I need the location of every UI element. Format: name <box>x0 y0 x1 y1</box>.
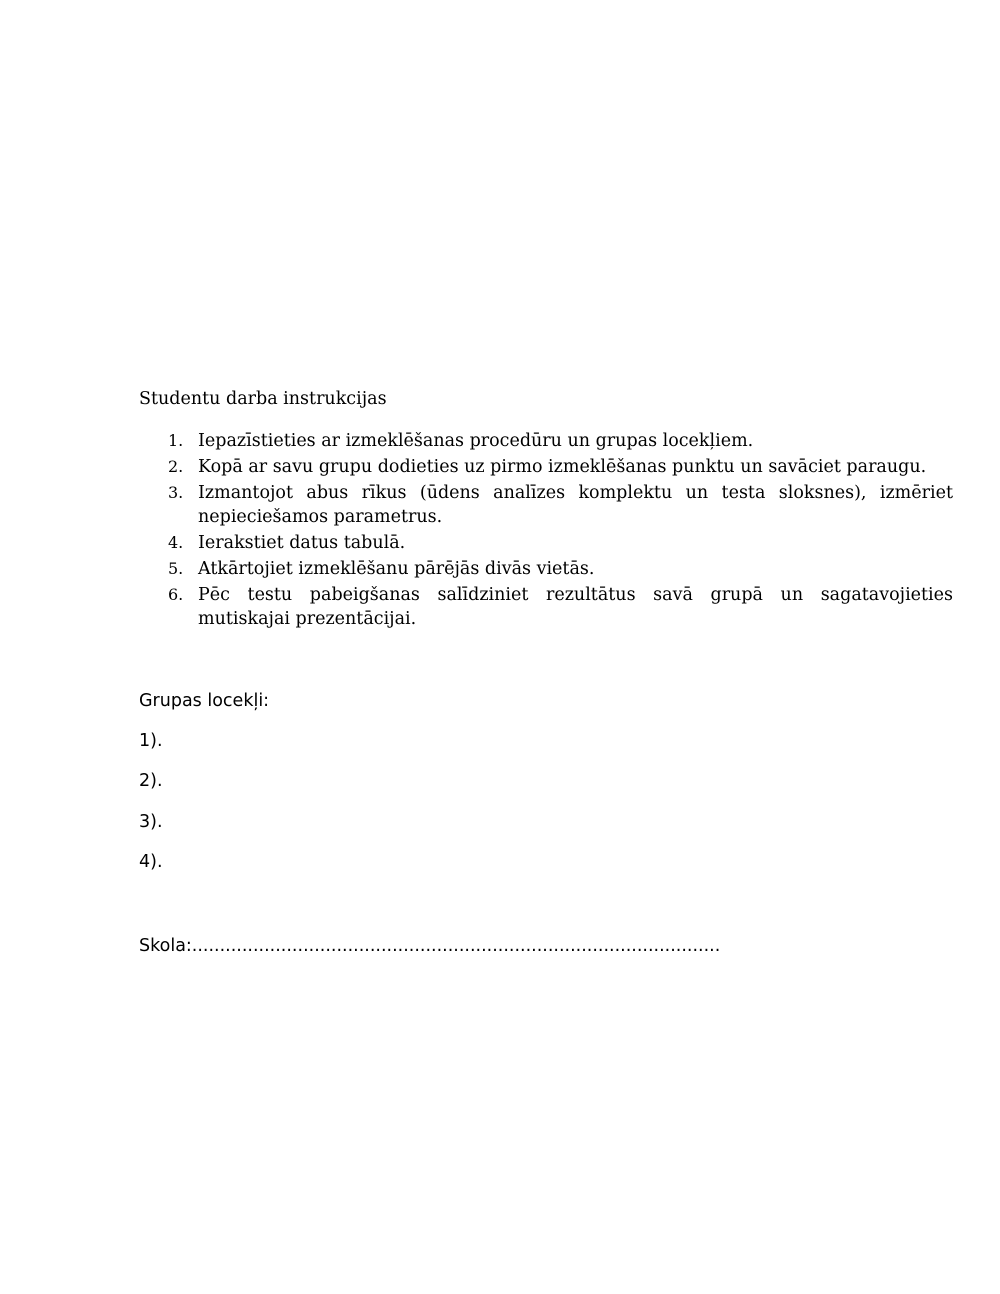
instruction-item <box>139 429 953 453</box>
group-member-line: 1). <box>139 731 163 751</box>
instruction-item <box>139 583 953 631</box>
group-members-label: Grupas locekļi: <box>139 691 270 711</box>
instruction-item <box>139 455 953 479</box>
instruction-number: 6. <box>168 585 184 604</box>
group-member-line: 2). <box>139 771 163 791</box>
group-member-line: 3). <box>139 812 163 832</box>
instruction-text: Atkārtojiet izmeklēšanu pārējās divās vietās. <box>198 559 595 579</box>
instruction-text: Kopā ar savu grupu dodieties uz pirmo izmeklēšanas punktu un savāciet paraugu. <box>198 457 927 477</box>
instructions-heading: Studentu darba instrukcijas <box>139 389 387 409</box>
group-member-line: 4). <box>139 852 163 872</box>
instruction-number: 5. <box>168 559 184 578</box>
instruction-number: 2. <box>168 457 184 476</box>
school-field: Skola:............................................................................................... <box>139 936 721 956</box>
instruction-text: Iepazīstieties ar izmeklēšanas procedūru un grupas locekļiem. <box>198 431 754 451</box>
instruction-number: 4. <box>168 533 184 552</box>
instruction-number: 3. <box>168 483 184 502</box>
instructions-list <box>139 429 953 633</box>
instruction-item <box>139 531 953 555</box>
instruction-item <box>139 557 953 581</box>
instruction-number: 1. <box>168 431 184 450</box>
instruction-text: Izmantojot abus rīkus (ūdens analīzes komplektu un testa sloksnes), izmēriet nepieciešamos parametrus. <box>198 483 953 527</box>
instruction-text: Pēc testu pabeigšanas salīdziniet rezultātus savā grupā un sagatavojieties mutiskajai prezentācijai. <box>198 585 953 629</box>
instruction-item <box>139 481 953 529</box>
instruction-text: Ierakstiet datus tabulā. <box>198 533 406 553</box>
